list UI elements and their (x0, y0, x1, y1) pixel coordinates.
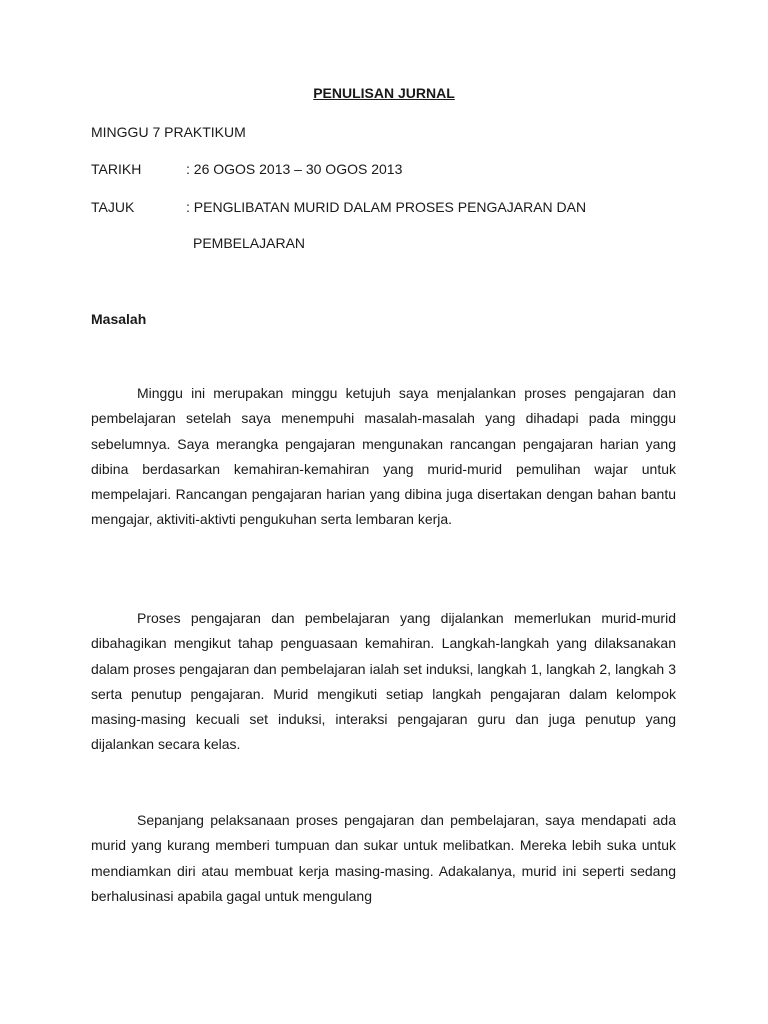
topic-row (91, 199, 586, 215)
topic-label: TAJUK (91, 199, 135, 215)
paragraph-1: Minggu ini merupakan minggu ketujuh saya menjalankan proses pengajaran dan pembelajaran setelah saya menempuhi masalah-masalah yang dihadapi pada minggu sebelumnya. Saya merangka pengajaran mengunakan rancangan pengajaran harian yang dibina berdasarkan kemahiran-kemahiran yang murid-murid pemulihan wajar untuk mempelajari. Rancangan pengajaran harian yang dibina juga disertakan dengan bahan bantu mengajar, aktiviti-aktivti pengukuhan serta lembaran kerja. (91, 385, 676, 528)
section-heading: Masalah (91, 311, 147, 327)
week-line: MINGGU 7 PRAKTIKUM (91, 124, 246, 140)
paragraph-3: Sepanjang pelaksanaan proses pengajaran dan pembelajaran, saya mendapati ada murid yang kurang memberi tumpuan dan sukar untuk melibatkan. Mereka lebih suka untuk mendiamkan diri atau membuat kerja masing-masing. Adakalanya, murid ini seperti sedang berhalusinasi apabila gagal untuk mengulang (91, 812, 676, 904)
date-row (91, 161, 402, 177)
paragraph-2: Proses pengajaran dan pembelajaran yang dijalankan memerlukan murid-murid dibahagikan mengikut tahap penguasaan kemahiran. Langkah-langkah yang dilaksanakan dalam proses pengajaran dan pembelajaran ialah set induksi, langkah 1, langkah 2, langkah 3 serta penutup pengajaran. Murid mengikuti setiap langkah pengajaran dalam kelompok masing-masing kecuali set induksi, interaksi pengajaran guru dan juga penutup yang dijalankan secara kelas. (91, 610, 676, 753)
topic-value-line2: PEMBELAJARAN (193, 235, 306, 251)
date-value: : 26 OGOS 2013 – 30 OGOS 2013 (186, 161, 403, 177)
topic-value-line1: : PENGLIBATAN MURID DALAM PROSES PENGAJARAN DAN (186, 199, 587, 215)
document-title: PENULISAN JURNAL (313, 85, 455, 101)
date-label: TARIKH (91, 161, 142, 177)
